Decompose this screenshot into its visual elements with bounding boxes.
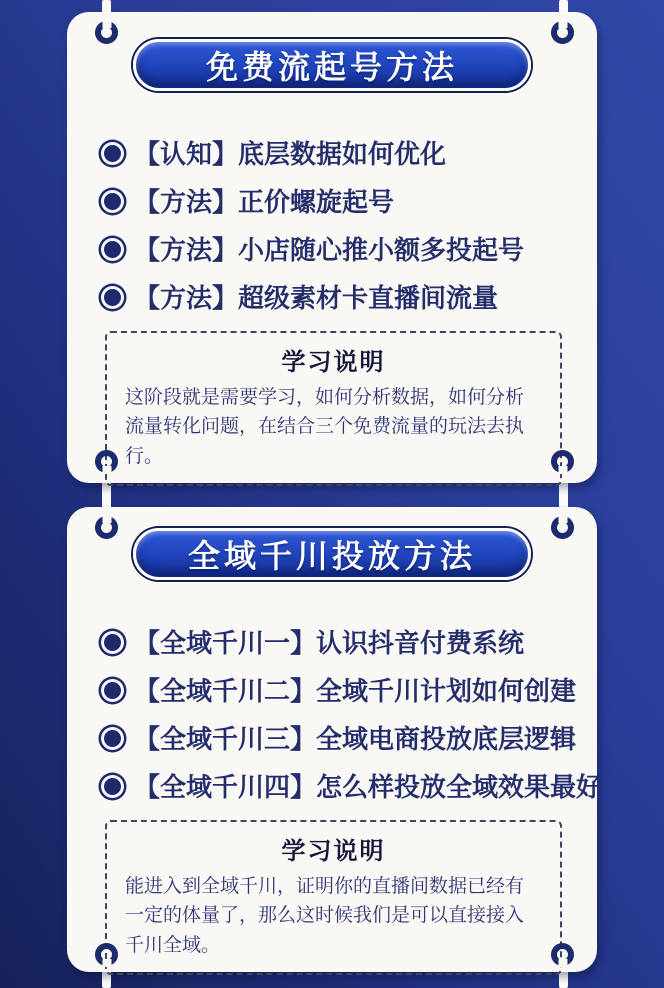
section-title: 全域千川投放方法 xyxy=(187,538,476,574)
bullet-icon xyxy=(104,145,121,162)
course-card-free-traffic xyxy=(67,12,597,483)
list-item xyxy=(98,283,573,312)
bullet-icon xyxy=(104,193,121,210)
item-label: 【认知】底层数据如何优化 xyxy=(134,138,447,169)
bullet-icon xyxy=(104,634,121,651)
list-item xyxy=(98,628,573,657)
course-card-qianchuan xyxy=(67,507,603,972)
item-label: 【方法】超级素材卡直播间流量 xyxy=(134,282,499,313)
bullet-icon xyxy=(104,289,121,306)
hanger-ring-icon xyxy=(95,943,118,966)
list-item xyxy=(98,771,603,802)
list-item xyxy=(98,139,573,168)
section-title-pill xyxy=(133,528,531,580)
note-box xyxy=(105,820,562,975)
hanger-ring-icon xyxy=(551,21,574,44)
item-label: 【全域千川一】认识抖音付费系统 xyxy=(134,627,525,658)
bullet-icon xyxy=(104,682,121,699)
list-item xyxy=(98,723,577,754)
item-label: 【全域千川四】怎么样投放全域效果最好 xyxy=(134,771,603,802)
hanger-ring-icon xyxy=(95,516,118,539)
note-title: 学习说明 xyxy=(281,838,386,865)
note-body: 这阶段就是需要学习，如何分析数据，如何分析流量转化问题，在结合三个免费流量的玩法去执行。 xyxy=(125,387,525,467)
hanger-ring-icon xyxy=(551,450,574,473)
hanger-ring-icon xyxy=(95,21,118,44)
bullet-icon xyxy=(104,241,121,258)
bullet-icon xyxy=(104,730,121,747)
list-item xyxy=(98,187,573,216)
item-label: 【全域千川二】全域千川计划如何创建 xyxy=(134,675,577,706)
bullet-list xyxy=(67,139,597,312)
bullet-icon xyxy=(104,778,121,795)
list-item xyxy=(98,675,577,706)
section-title: 免费流起号方法 xyxy=(205,49,458,85)
hanger-ring-icon xyxy=(551,943,574,966)
note-title: 学习说明 xyxy=(281,349,386,376)
note-body: 能进入到全域千川，证明你的直播间数据已经有一定的体量了，那么这时候我们是可以直接接入千川全域。 xyxy=(125,876,525,956)
note-box xyxy=(105,331,562,486)
item-label: 【方法】正价螺旋起号 xyxy=(134,186,395,217)
hanger-ring-icon xyxy=(95,450,118,473)
list-item xyxy=(98,235,573,264)
bullet-list xyxy=(67,627,603,802)
hanger-ring-icon xyxy=(551,516,574,539)
item-label: 【全域千川三】全域电商投放底层逻辑 xyxy=(134,723,577,754)
item-label: 【方法】小店随心推小额多投起号 xyxy=(134,234,525,265)
section-title-pill xyxy=(133,39,531,91)
